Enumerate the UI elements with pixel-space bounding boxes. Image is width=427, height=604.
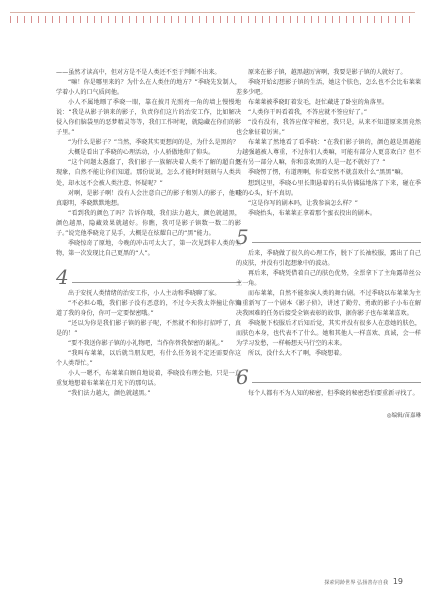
- magazine-tagline: 探索同龄世界 弘扬善存自我: [324, 580, 389, 586]
- paragraph: 再后来，季晓凭借着自己的肤色优势，全票拿下了主角露蒂丝公主一角。: [236, 269, 421, 287]
- paragraph: 大概是看出了季晓的心理活动，小人骄傲地仰了仰头。: [68, 149, 215, 157]
- paragraph: “看到我的颜色了吗？告诉你哦，我们法力越大，颜色就越黑，颜色越黑，隐藏效果就越好。你瞧，我可是影子镇数一数二的影子。”说完他季晓竟了晃手，大概是在炫耀自己的“黑”能力。: [56, 209, 241, 237]
- paragraph: 所以，没什么大不了啊，季晓想着。: [248, 350, 346, 358]
- left-paragraphs-b: [56, 289, 241, 400]
- section-6-heading: [236, 363, 421, 390]
- page-number: 19: [392, 577, 403, 586]
- paragraph: 布莱莱了然地看了看季晓：“在我们影子镇的，颜色越是黑越能力越强越被人尊重，不过你们人类嘛，可能有部分人更喜欢白？但不还有另一部分人嘛，你和喜欢黑的人是一起不就好了？”: [236, 139, 421, 167]
- paragraph: “嘛！你是哪里来的？为什么在人类住的地方？”季晓先发制人，学着小人的口气质问他。: [56, 79, 241, 97]
- paragraph: 而布莱莱，自然不能参演人类的舞台剧。不过季晓以布莱莱为主角重新写了一个剧本《影子侦》，讲述了勤劳、勇敢的影子小布在解决我困难的任务后接受全镇表彰的故事，据你影子也布莱莱喜欢。: [236, 289, 421, 317]
- section-divider: [252, 242, 421, 243]
- right-column: [236, 68, 421, 421]
- paragraph: “要不我送你影子镇的小礼物吧，当作你替我保密的谢礼。”: [68, 340, 224, 348]
- section-number: 4: [56, 264, 69, 289]
- paragraph: 小人不属地瞟了季晓一眼，靠在披月光照亮一角的墙上慢慢地说：“我是从影子镇来的影子，负责你们这片的治安工作，比如解决侵入你们脑袋里的恶梦精灵等等，我们工作时呢，就隐藏在你们的影子里。”: [56, 99, 241, 137]
- paragraph: 季晓开始幻想影子镇的生活，她这个肤色，怎么也不会比布莱莱差多少吧。: [236, 79, 421, 97]
- page-footer: [324, 577, 403, 586]
- paragraph: “人类你干吗看着我，不答应就不签应好了。”: [248, 109, 368, 117]
- section-4-heading: [56, 263, 241, 287]
- paragraph: 原来在影子镇，越黑越厉害啊，我要是影子镇的人就好了。: [248, 69, 407, 76]
- paragraph: 后来，季晓做了很久的心理工作，脱下了长袖校服，露出了自己的皮肤，并没有引起想象中的波动。: [236, 249, 421, 267]
- section-number: 6: [236, 365, 249, 390]
- editor-credit: ◎编辑/苗嘉琳: [386, 413, 421, 420]
- paragraph: 季晓脱下校服后才后知后觉，其实并没有很多人在意她的肤色，而肤色本身，也代表不了什么。她和其他人一样喜欢、真诚，会一样为学习发愁，一样畅想天马行空的未来。: [236, 320, 421, 348]
- paragraph: 布莱莱被季晓盯着发毛，赶忙藏进了卧室的角落里。: [248, 99, 389, 107]
- paragraph: 季晓惊奇了原地，今晚的冲击可太大了，第一次见到非人类的生物，第一次发现比自己更黑的“人”。: [56, 239, 241, 257]
- paragraph: ——虽然才读高中，但对方是不是人类还不至于判断不出来。: [56, 69, 221, 76]
- right-paragraphs-b: [236, 249, 421, 360]
- section-divider: [252, 382, 421, 383]
- right-paragraphs-c: [236, 389, 421, 399]
- paragraph: “我叫布莱莱，以后就当朋友吧，有什么任务说不定还需要你这个人类帮忙。”: [56, 350, 241, 368]
- paragraph: “为什么是影子？”当然，季晓其实更想问的是，为什么是黑的？: [68, 139, 239, 147]
- paragraph: 想到这里，季晓心里长期悬着的石头仿佛猛地落了下来，碰在季晓的心头，好不真切。: [236, 179, 421, 197]
- decorative-top-border: [10, 12, 415, 27]
- paragraph: “还以为你是我们影子镇的影子呢，不然就不和你打招呼了，真是的！”: [56, 320, 241, 338]
- paragraph: “这是你写的剧本吗，让我参演怎么样？”: [248, 199, 358, 207]
- paragraph: “这个问题太愚蠢了，我们影子一族解决着人类不了解的超自然现象，自然不能让你们知道。那份说说，怎么才能时时刻刻与人类共处，却永远不会被人类注意、怀疑呢？”: [56, 159, 241, 187]
- section-number: 5: [236, 224, 249, 249]
- paragraph: “我们法力越大，颜色就越黑。”: [68, 390, 151, 398]
- paragraph: 小人一嗯不，布莱莱自顾自地说着，季晓没有理会他，只是一直重复地想着布莱莱在月光下的那句话。: [56, 370, 241, 388]
- paragraph: 出于安抚人类情绪的治安工作，小人主动和季晓聊了家。: [68, 289, 221, 297]
- paragraph: 季晓愣了愣，有道理啊，你看安然不就喜欢什么“黑黑”嘛。: [248, 169, 407, 177]
- paragraph: “不必担心哦，我们影子没有恶意的，不过今天我太莽撞让你知道了我的身份，你可一定要保密哦。”: [56, 299, 241, 317]
- paragraph: 每个人都有不为人知的秘密，但季晓的秘密恐怕要重新寻找了。: [248, 390, 419, 398]
- section-5-heading: [236, 223, 421, 247]
- right-paragraphs-a: [236, 68, 421, 219]
- paragraph: “没有没有，我答应保守秘密，我只是，从来不知道原来黑竟然也会象征着厉害。”: [236, 119, 421, 137]
- paragraph: 季晓抬头，布莱莱正拿着那个蜜衣投出的剧本。: [248, 209, 376, 217]
- section-divider: [72, 282, 241, 283]
- left-column: [56, 68, 241, 399]
- paragraph: 对啊，是影子啊！没有人会注意自己的影子和别人的影子，他可真聪明，季晓默默地想。: [56, 189, 241, 207]
- left-paragraphs-a: [56, 68, 241, 259]
